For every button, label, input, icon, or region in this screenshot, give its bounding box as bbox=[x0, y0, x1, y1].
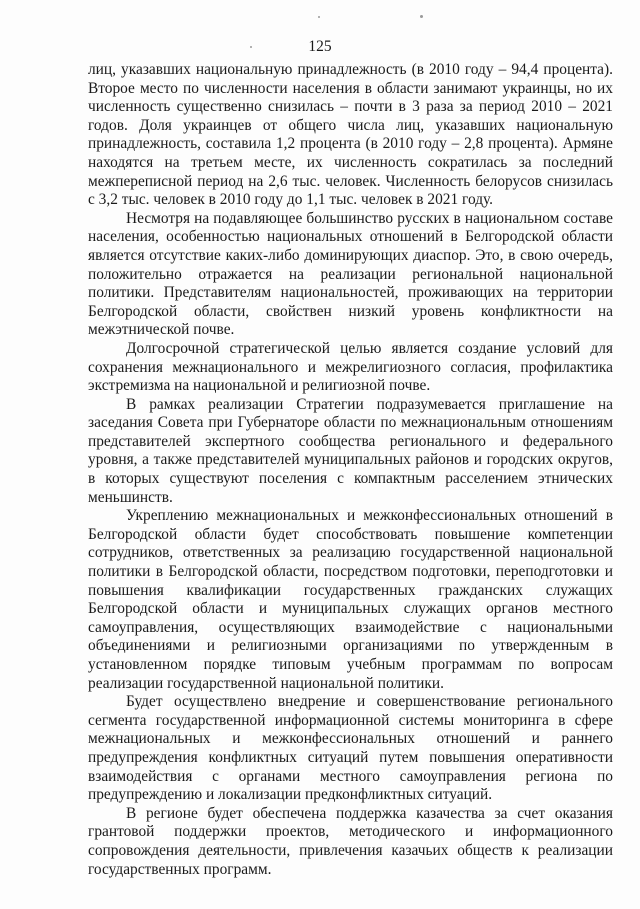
scan-speck bbox=[318, 16, 320, 18]
paragraph: Долгосрочной стратегической целью является создание условий для сохранения межнационального и межрелигиозного согласия, профилактика экстремизма на национальной и религиозной почве. bbox=[88, 339, 613, 395]
page-number: 125 bbox=[308, 38, 332, 55]
paragraph: В регионе будет обеспечена поддержка казачества за счет оказания грантовой поддержки проектов, методического и информационного сопровождения деятельности, привлечения казачьих обществ к реализации государственных программ. bbox=[88, 804, 613, 878]
paragraph: Укреплению межнациональных и межконфессиональных отношений в Белгородской области будет способствовать повышение компетенции сотрудников, ответственных за реализацию государственной национальной политики в Белгородской области, посредством подготовки, переподготовки и повышения квалификации государственных гражданских служащих Белгородской области и муниципальных служащих органов местного самоуправления, осуществляющих взаимодействие с национальными объединениями и религиозными организациями по утвержденным в установленном порядке типовым учебным программам по вопросам реализации государственной национальной политики. bbox=[88, 507, 613, 692]
paragraph: лиц, указавших национальную принадлежность (в 2010 году – 94,4 процента). Второе место по численности населения в области занимают украинцы, но их численность существенно снизилась – почти в 3 раза за период 2010 – 2021 годов. Доля украинцев от общего числа лиц, указавших национальную принадлежность, составила 1,2 процента (в 2010 году – 2,8 процента). Армяне находятся на третьем месте, их численность сократилась за последний межпереписной период на 2,6 тыс. человек. Численность белорусов снизилась с 3,2 тыс. человек в 2010 году до 1,1 тыс. человек в 2021 году. bbox=[88, 61, 613, 209]
paragraph: Будет осуществлено внедрение и совершенствование регионального сегмента государственной информационной системы мониторинга в сфере межнациональных и межконфессиональных отношений и раннего предупреждения конфликтных ситуаций путем повышения оперативности взаимодействия с органами местного самоуправления региона по предупреждению и локализации предконфликтных ситуаций. bbox=[88, 693, 613, 804]
scan-speck bbox=[420, 15, 423, 18]
paragraph: В рамках реализации Стратегии подразумевается приглашение на заседания Совета при Губернаторе области по межнациональным отношениям представителей экспертного сообщества регионального и федерального уровня, а также представителей муниципальных районов и городских округов, в которых существуют поселения с компактным расселением этнических меньшинств. bbox=[88, 395, 613, 506]
paragraph: Несмотря на подавляющее большинство русских в национальном составе населения, особенностью национальных отношений в Белгородской области является отсутствие каких-либо доминирующих диаспор. Это, в свою очередь, положительно отражается на реализации региональной национальной политики. Представителям национальностей, проживающих на территории Белгородской области, свойствен низкий уровень конфликтности на межэтнической почве. bbox=[88, 209, 613, 339]
body-text bbox=[88, 61, 613, 879]
